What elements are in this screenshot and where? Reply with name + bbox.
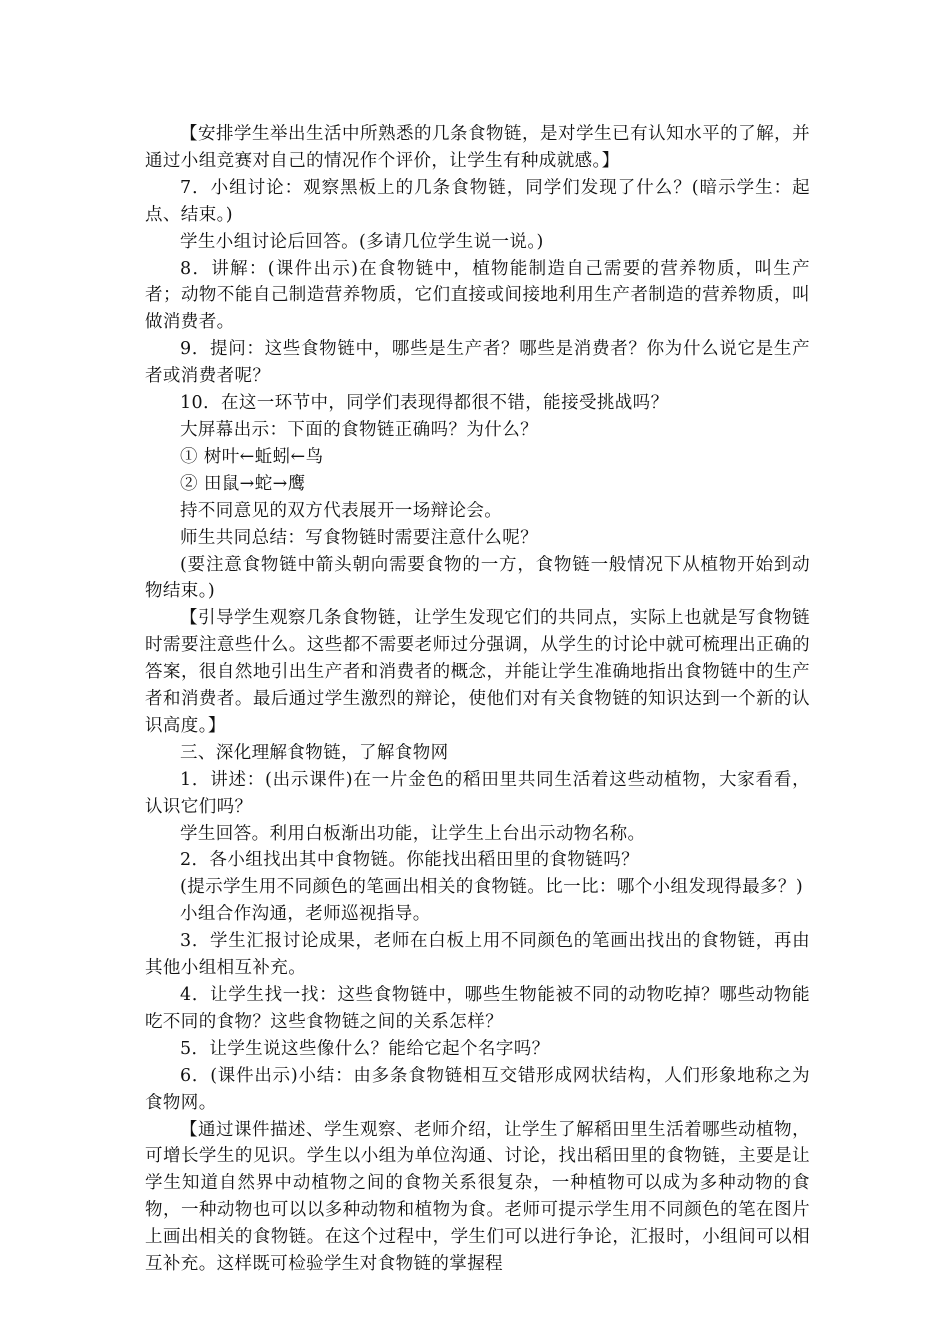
- paragraph-student-discussion: 学生小组讨论后回答。(多请几位学生说一说。): [180, 231, 544, 252]
- paragraph-group-work: 小组合作沟通，老师巡视指导。: [180, 904, 431, 925]
- document-page: [145, 116, 810, 1278]
- paragraph-step-3: 3．学生汇报讨论成果，老师在白板上用不同颜色的笔画出找出的食物链，再由其他小组相互补充。: [145, 931, 810, 979]
- food-chain-item-1: ① 树叶←蚯蚓←鸟: [180, 446, 324, 467]
- paragraph-hint: (提示学生用不同颜色的笔画出相关的食物链。比一比：哪个小组发现得最多？): [180, 877, 804, 898]
- paragraph-step-4: 4．让学生找一找：这些食物链中，哪些生物能被不同的动物吃掉？哪些动物能吃不同的食物？这些食物链之间的关系怎样？: [145, 985, 810, 1032]
- paragraph-summary-answer: (要注意食物链中箭头朝向需要食物的一方，食物链一般情况下从植物开始到动物结束。): [145, 554, 810, 602]
- paragraph-debate: 持不同意见的双方代表展开一场辩论会。: [180, 500, 503, 521]
- paragraph-design-note-2: 【引导学生观察几条食物链，让学生发现它们的共同点，实际上也就是写食物链时需要注意些什么。这些都不需要老师过分强调，从学生的讨论中就可梳理出正确的答案，很自然地引出生产者和消费者的概念，并能让学生准确地指出食物链中的生产者和消费者。最后通过学生激烈的辩论，使他们对有关食物链的知识达到一个新的认识高度。】: [145, 608, 810, 736]
- paragraph-step-9: 9．提问：这些食物链中，哪些是生产者？哪些是消费者？你为什么说它是生产者或消费者呢？: [145, 339, 810, 387]
- paragraph-student-answer: 学生回答。利用白板渐出功能，让学生上台出示动物名称。: [180, 823, 646, 844]
- section-heading-3: 三、深化理解食物链，了解食物网: [180, 742, 449, 763]
- paragraph-summary-question: 师生共同总结：写食物链时需要注意什么呢？: [180, 527, 538, 548]
- paragraph-step-10: 10．在这一环节中，同学们表现得都很不错，能接受挑战吗？: [180, 393, 669, 414]
- paragraph-design-note-3: 【通过课件描述、学生观察、老师介绍，让学生了解稻田里生活着哪些动植物，可增长学生的见识。学生以小组为单位沟通、讨论，找出稻田里的食物链，主要是让学生知道自然界中动植物之间的食物关系很复杂，一种植物可以成为多种动物的食物，一种动物也可以以多种动物和植物为食。老师可提示学生用不同颜色的笔在图片上画出相关的食物链。在这个过程中，学生们可以进行争论，汇报时，小组间可以相互补充。这样既可检验学生对食物链的掌握程: [145, 1119, 810, 1275]
- paragraph-step-6: 6．(课件出示)小结：由多条食物链相互交错形成网状结构，人们形象地称之为食物网。: [145, 1065, 810, 1113]
- paragraph-design-note-1: 【安排学生举出生活中所熟悉的几条食物链，是对学生已有认知水平的了解，并通过小组竞赛对自己的情况作个评价，让学生有种成就感。】: [145, 124, 810, 171]
- paragraph-step-8: 8．讲解：(课件出示)在食物链中，植物能制造自己需要的营养物质，叫生产者；动物不能自己制造营养物质，它们直接或间接地利用生产者制造的营养物质，叫做消费者。: [145, 258, 810, 333]
- paragraph-step-5: 5．让学生说这些像什么？能给它起个名字吗？: [180, 1038, 550, 1059]
- paragraph-step-7: 7．小组讨论：观察黑板上的几条食物链，同学们发现了什么？(暗示学生：起点、结束。): [145, 177, 810, 225]
- paragraph-step-2: 2．各小组找出其中食物链。你能找出稻田里的食物链吗？: [180, 850, 640, 871]
- food-chain-item-2: ② 田鼠→蛇→鹰: [180, 473, 306, 494]
- paragraph-step-1: 1．讲述：(出示课件)在一片金色的稻田里共同生活着这些动植物，大家看看，认识它们吗？: [145, 769, 810, 817]
- paragraph-screen-question: 大屏幕出示：下面的食物链正确吗？为什么？: [180, 419, 538, 440]
